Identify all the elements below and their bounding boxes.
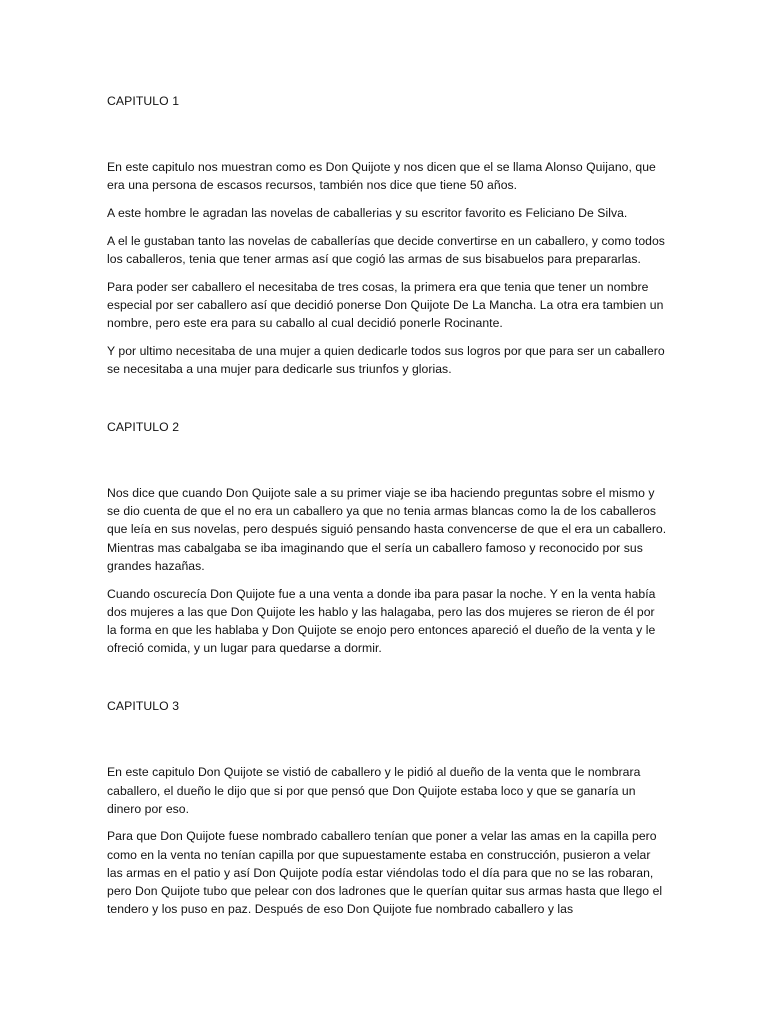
- paragraph: A este hombre le agradan las novelas de caballerias y su escritor favorito es Feliciano De Silva.: [107, 205, 628, 220]
- paragraph: Y por ultimo necesitaba de una mujer a quien dedicarle todos sus logros por que para ser un caballero se necesitaba a una mujer para dedicarle sus triunfos y glorias.: [107, 343, 665, 376]
- paragraph: Nos dice que cuando Don Quijote sale a su primer viaje se iba haciendo preguntas sobre el mismo y se dio cuenta de que el no era un caballero ya que no tenia armas blancas como la de los caballeros que leía en sus novelas, pero después siguió pensando hasta convencerse de que el era un caballero. Mientras mas cabalgaba se iba imaginando que el sería un caballero famoso y reconocido por sus grandes hazañas.: [107, 486, 667, 573]
- chapter-heading: CAPITULO 3: [107, 699, 180, 714]
- paragraph: En este capitulo Don Quijote se vistió de caballero y le pidió al dueño de la venta que le nombrara caballero, el dueño le dijo que si por que pensó que Don Quijote estaba loco y que se ganaría un dinero por eso.: [107, 765, 641, 816]
- paragraph: Cuando oscurecía Don Quijote fue a una venta a donde iba para pasar la noche. Y en la venta había dos mujeres a las que Don Quijote les hablo y las halagaba, pero las dos mujeres se rieron de él por la forma en que les hablaba y Don Quijote se enojo pero entonces apareció el dueño de la venta y le ofreció comida, y un lugar para quedarse a dormir.: [107, 586, 656, 656]
- document-body: [107, 92, 667, 928]
- paragraph: En este capitulo nos muestran como es Don Quijote y nos dicen que el se llama Alonso Quijano, que era una persona de escasos recursos, también nos dice que tiene 50 años.: [107, 160, 656, 193]
- paragraph: Para que Don Quijote fuese nombrado caballero tenían que poner a velar las amas en la capilla pero como en la venta no tenían capilla por que supuestamente estaba en construcción, pusieron a velar las armas en el patio y así Don Quijote podía estar viéndolas todo el día para que no se las robaran, pero Don Quijote tubo que pelear con dos ladrones que le querían quitar sus armas hasta que llego el tendero y los puso en paz. Después de eso Don Quijote fue nombrado caballero y las: [107, 829, 663, 917]
- chapter-1-section: [107, 92, 667, 378]
- chapter-heading: CAPITULO 2: [107, 420, 180, 435]
- paragraph: A el le gustaban tanto las novelas de caballerías que decide convertirse en un caballero, y como todos los caballeros, tenia que tener armas así que cogió las armas de sus bisabuelos para prepararlas.: [107, 233, 665, 266]
- chapter-3-section: [107, 697, 667, 918]
- chapter-heading: CAPITULO 1: [107, 94, 180, 108]
- paragraph: Para poder ser caballero el necesitaba de tres cosas, la primera era que tenia que tener un nombre especial por ser caballero así que decidió ponerse Don Quijote De La Mancha. La otra era tambien un nombre, pero este era para su caballo al cual decidió ponerle Rocinante.: [107, 279, 664, 330]
- chapter-2-section: [107, 418, 667, 657]
